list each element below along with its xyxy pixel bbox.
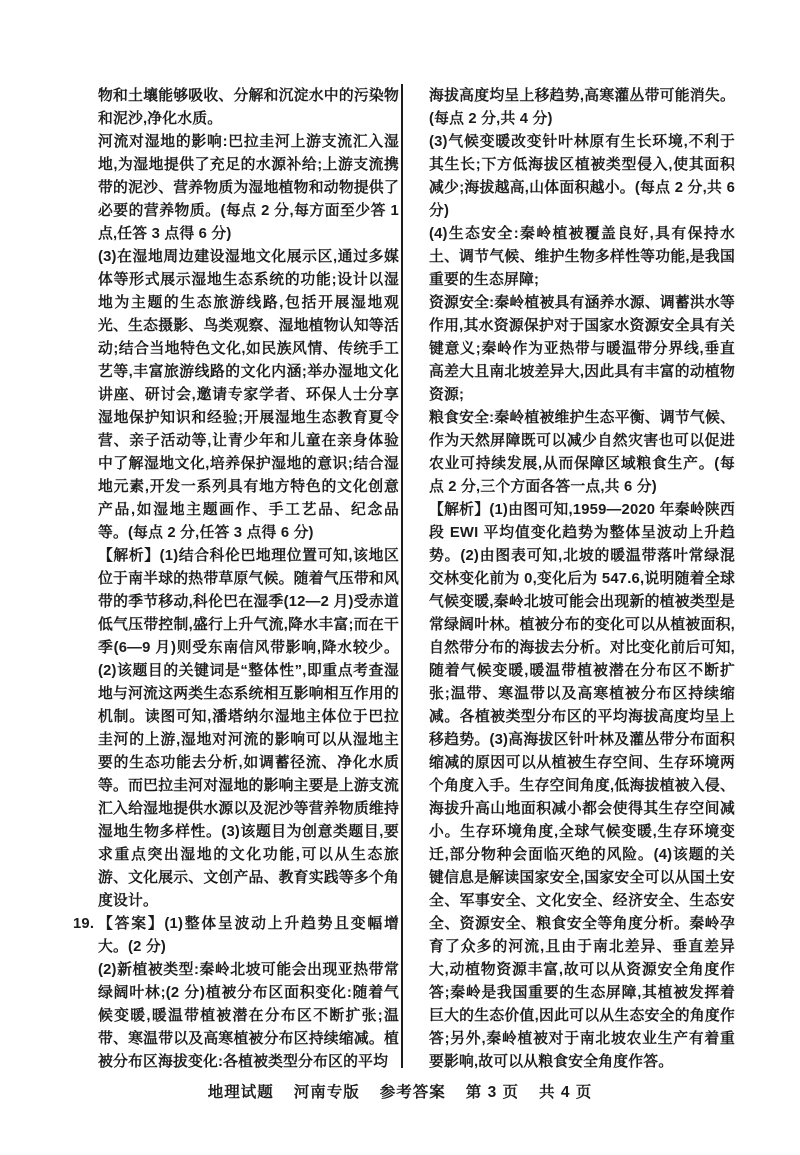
answer-item-19 xyxy=(73,913,399,1074)
footer-edition: 河南专版 xyxy=(293,1084,360,1101)
item19-answer-point-4-resources: 资源安全:秦岭植被具有涵养水源、调蓄洪水等作用,其水资源保护对于国家水资源安全具有关键意义;秦岭作为亚热带与暖温带分界线,垂直高差大且南北坡差异大,因此具有丰富的动植物资源; xyxy=(429,295,735,403)
analysis-paragraph-item19: 【解析】(1)由图可知,1959—2020 年秦岭陕西段 EWI 平均值变化趋势为整体呈波动上升趋势。(2)由图表可知,北坡的暖温带落叶常绿混交林变化前为 0,变化后为 547.6,说明随着全球气候变暖,秦岭北坡可能会出现新的植被类型是常绿阔叶林。植被分布的变化可以从植被面积,自然带分布的海拔去分析。对比变化前后可知,随着气候变暖,暖温带植被潜在分布区不断扩张;温带、寒温带以及高寒植被分布区持续缩减。各植被类型分布区的平均海拔高度均呈上移趋势。(3)高海拔区针叶林及灌丛带分布面积缩减的原因可以从植被生存空间、生存环境两个角度入手。生存空间角度,低海拔植被入侵、海拔升高山地面积减小都会使得其生存空间减小。生存环境角度,全球气候变暖,生存环境变迁,部分物种会面临灭绝的风险。(4)该题的关键信息是解读国家安全,国家安全可以从国土安全、军事安全、文化安全、经济安全、生态安全、资源安全、粮食安全等角度分析。秦岭孕育了众多的河流,且由于南北差异、垂直差异大,动植物资源丰富,故可以从资源安全角度作答;秦岭是我国重要的生态屏障,其植被发挥着巨大的生态价值,因此可以从生态安全的角度作答;另外,秦岭植被对于南北坡农业生产有着重要影响,故可以从粮食安全角度作答。 xyxy=(429,502,735,1070)
answer-continuation-paragraph: 物和土壤能够吸收、分解和沉淀水中的污染物和泥沙,净化水质。 xyxy=(98,88,399,127)
item19-answer-point-4-ecology: (4)生态安全:秦岭植被覆盖良好,具有保持水土、调节气候、维护生物多样性等功能,是我国重要的生态屏障; xyxy=(429,226,735,288)
footer-page-number: 第 3 页 xyxy=(465,1084,520,1101)
answer-continuation-paragraph: 河流对湿地的影响:巴拉圭河上游支流汇入湿地,为湿地提供了充足的水源补给;上游支流携带的泥沙、营养物质为湿地植物和动物提供了必要的营养物质。(每点 2 分,每方面至少答 1 点,任答 3 点得 6 分) xyxy=(98,134,399,242)
footer-total-pages: 共 4 页 xyxy=(539,1084,593,1101)
footer-doc-title: 地理试题 xyxy=(207,1084,274,1101)
item19-answer-paragraph: 【答案】(1)整体呈波动上升趋势且变幅增大。(2 分) xyxy=(98,916,399,955)
item19-answer-paragraph: (2)新植被类型:秦岭北坡可能会出现亚热带常绿阔叶林;(2 分)植被分布区面积变化:随着气候变暖,暖温带植被潜在分布区不断扩张;温带、寒温带以及高寒植被分布区持续缩减。植被分布区海拔变化:各植被类型分布区的平均 xyxy=(98,962,399,1070)
analysis-paragraph-item18: 【解析】(1)结合科伦巴地理位置可知,该地区位于南半球的热带草原气候。随着气压带和风带的季节移动,科伦巴在湿季(12—2 月)受赤道低气压带控制,盛行上升气流,降水丰富;而在干季(6—9 月)则受东南信风带影响,降水较少。(2)该题目的关键词是“整体性”,即重点考查湿地与河流这两类生态系统相互影响相互作用的机制。读图可知,潘塔纳尔湿地主体位于巴拉圭河的上游,湿地对河流的影响可以从湿地主要的生态功能去分析,如调蓄径流、净化水质等。而巴拉圭河对湿地的影响主要是上游支流汇入给湿地提供水源以及泥沙等营养物质维持湿地生物多样性。(3)该题目为创意类题目,要求重点突出湿地的文化功能,可以从生态旅游、文化展示、文创产品、教育实践等多个角度设计。 xyxy=(98,548,399,909)
item19-answer-point-4-food: 粮食安全:秦岭植被维护生态平衡、调节气候、作为天然屏障既可以减少自然灾害也可以促进农业可持续发展,从而保障区域粮食生产。(每点 2 分,三个方面各答一点,共 6 分) xyxy=(429,410,735,495)
page-footer xyxy=(0,1080,800,1102)
item-number: 19. xyxy=(73,916,95,932)
answer-point-3-paragraph: (3)在湿地周边建设湿地文化展示区,通过多媒体等形式展示湿地生态系统的功能;设计以湿地为主题的生态旅游线路,包括开展湿地观光、生态摄影、鸟类观察、湿地植物认知等活动;结合当地特色文化,如民族风情、传统手工艺等,丰富旅游线路的文化内涵;举办湿地文化讲座、研讨会,邀请专家学者、环保人士分享湿地保护知识和经验;开展湿地生态教育夏令营、亲子活动等,让青少年和儿童在亲身体验中了解湿地文化,培养保护湿地的意识;结合湿地元素,开发一系列具有地方特色的文化创意产品,如湿地主题画作、手工艺品、纪念品等。(每点 2 分,任答 3 点得 6 分) xyxy=(98,249,399,541)
right-column xyxy=(429,85,735,1073)
item19-answer-continuation: 海拔高度均呈上移趋势,高寒灌丛带可能消失。(每点 2 分,共 4 分) xyxy=(429,88,735,127)
left-column xyxy=(73,85,399,1073)
column-divider-rule xyxy=(401,84,403,1068)
item19-answer-point-3: (3)气候变暖改变针叶林原有生长环境,不利于其生长;下方低海拔区植被类型侵入,使其面积减少;海拔越高,山体面积越小。(每点 2 分,共 6 分) xyxy=(429,134,735,219)
footer-section: 参考答案 xyxy=(379,1084,446,1101)
